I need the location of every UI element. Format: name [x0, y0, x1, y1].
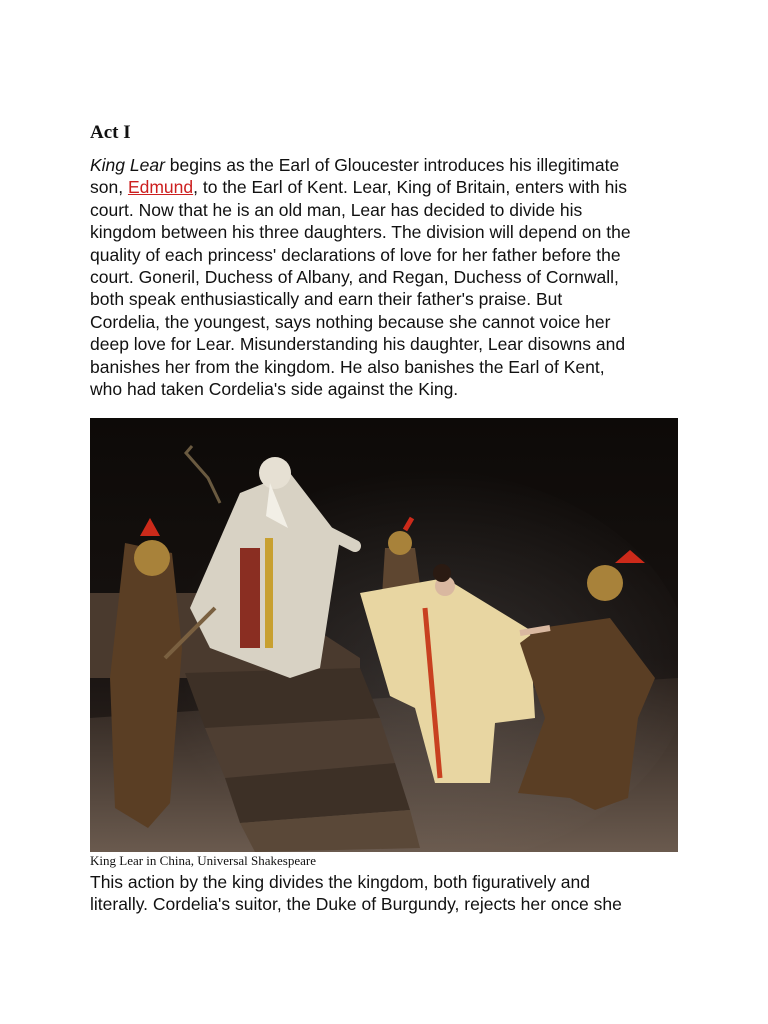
paragraph-line: court. Goneril, Duchess of Albany, and Regan, Duchess of Cornwall,	[90, 267, 619, 288]
paragraph-line: banishes her from the kingdom. He also banishes the Earl of Kent,	[90, 356, 605, 377]
paragraph-line: both speak enthusiastically and earn their father's praise. But	[90, 289, 563, 310]
paragraph-line: court. Now that he is an old man, Lear has decided to divide his	[90, 199, 583, 220]
continuation-paragraph	[90, 871, 690, 916]
paragraph-line: son, Edmund, to the Earl of Kent. Lear, King of Britain, enters with his	[90, 177, 627, 198]
stage-photo	[90, 418, 678, 852]
edmund-link[interactable]: Edmund	[127, 177, 194, 198]
paragraph-line: kingdom between his three daughters. The division will depend on the	[90, 222, 631, 243]
play-title: King Lear	[90, 155, 165, 175]
paragraph-line: This action by the king divides the kingdom, both figuratively and	[90, 872, 591, 892]
paragraph-line: who had taken Cordelia's side against the King.	[90, 379, 459, 400]
section-heading: Act I	[90, 122, 131, 143]
image-caption: King Lear in China, Universal Shakespeare	[90, 853, 316, 868]
paragraph-line: literally. Cordelia's suitor, the Duke of Burgundy, rejects her once she	[90, 894, 622, 915]
intro-paragraph	[90, 154, 690, 400]
paragraph-line: quality of each princess' declarations of love for her father before the	[90, 244, 621, 265]
paragraph-line: Cordelia, the youngest, says nothing because she cannot voice her	[90, 311, 611, 332]
paragraph-line: deep love for Lear. Misunderstanding his daughter, Lear disowns and	[90, 334, 626, 355]
paragraph-line: King Lear begins as the Earl of Gloucester introduces his illegitimate	[90, 155, 620, 175]
